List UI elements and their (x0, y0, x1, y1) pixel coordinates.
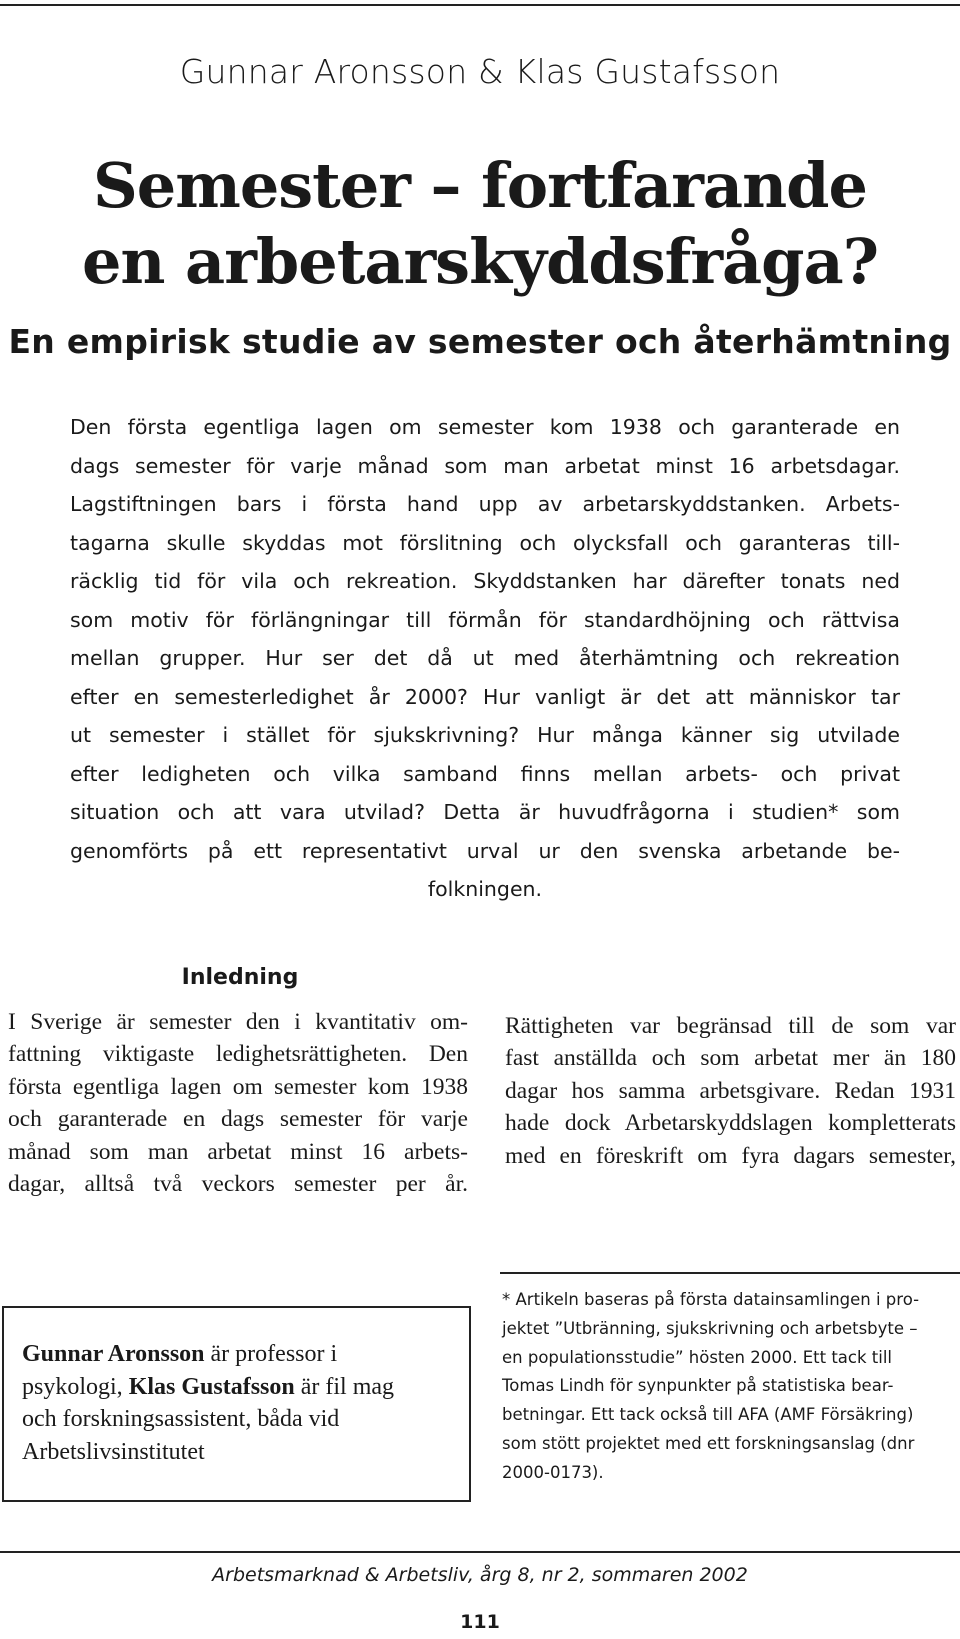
body-column-right (505, 1010, 956, 1172)
body-line: med en föreskrift om fyra dagars semester, (505, 1142, 956, 1169)
bio-line (22, 1338, 394, 1371)
bio-text: är professor i (204, 1341, 338, 1367)
abstract-line: situation och att vara utvilad? Detta är huvudfrågorna i studien* som (70, 800, 900, 824)
footnote-line: Tomas Lindh för synpunkter på statistiska bear- (502, 1376, 894, 1396)
footnote-line: jektet ”Utbränning, sjukskrivning och arbetsbyte – (502, 1318, 918, 1338)
abstract-line: Den första egentliga lagen om semester kom 1938 och garanterade en (70, 415, 900, 439)
abstract-line: ut semester i stället för sjukskrivning? Hur många känner sig utvilade (70, 723, 900, 747)
abstract-line: mellan grupper. Hur ser det då ut med återhämtning och rekreation (70, 646, 900, 670)
abstract-line: folkningen. (427, 877, 543, 901)
bio-text: är fil mag (294, 1373, 395, 1400)
bio-author-name: Gunnar Aronsson (22, 1341, 205, 1367)
article-title (0, 148, 960, 300)
abstract (70, 408, 900, 909)
journal-citation: Arbetsmarknad & Arbetsliv, årg 8, nr 2, sommaren 2002 (212, 1564, 748, 1586)
body-line: fast anställda och som arbetat mer än 180 (505, 1045, 956, 1072)
footnote-line: * Artikeln baseras på första datainsamlingen i pro- (502, 1290, 920, 1309)
abstract-line: som motiv för förlängningar till förmån för standardhöjning och rättvisa (70, 607, 900, 632)
title-line: Semester – fortfarande (93, 149, 867, 222)
footnote (502, 1286, 919, 1488)
section-heading: Inledning (181, 965, 299, 990)
body-line: Rättigheten var begränsad till de som var (505, 1013, 956, 1039)
body-line: dagar, alltså två veckors semester per år. (8, 1171, 468, 1198)
bio-line: Arbetslivsinstitutet (22, 1438, 205, 1465)
abstract-line: efter ledigheten och vilka samband finns mellan arbets- och privat (70, 761, 900, 786)
body-line: I Sverige är semester den i kvantitativ om- (8, 1009, 468, 1035)
abstract-line: efter en semesterledighet år 2000? Hur vanligt är det att människor tar (70, 684, 900, 709)
article-authors: Gunnar Aronsson & Klas Gustafsson (179, 52, 781, 91)
author-bio (22, 1338, 394, 1468)
abstract-line: räcklig tid för vila och rekreation. Skyddstanken har därefter tonats ned (70, 569, 900, 593)
footnote-line: 2000-0173). (502, 1462, 604, 1482)
abstract-line: genomförts på ett representativt urval ur den svenska arbetande be- (70, 838, 900, 863)
footnote-line: som stött projektet med ett forskningsanslag (dnr (502, 1433, 915, 1453)
bio-line: och forskningsassistent, båda vid (22, 1406, 340, 1432)
footnote-rule (500, 1272, 960, 1274)
bio-author-name: Klas Gustafsson (128, 1373, 295, 1400)
body-line: månad som man arbetat minst 16 arbets- (8, 1138, 468, 1165)
title-line: en arbetarskyddsfråga? (81, 225, 879, 298)
body-line: och garanterade en dags semester för varje (8, 1106, 468, 1133)
page-number: 111 (460, 1611, 500, 1633)
bio-line (22, 1371, 394, 1404)
article-subtitle: En empirisk studie av semester och återhämtning (8, 322, 952, 361)
bio-text: psykologi, (22, 1373, 129, 1400)
footnote-line: en populationsstudie” hösten 2000. Ett tack till (502, 1347, 893, 1367)
bottom-rule (0, 1551, 960, 1553)
body-line: dagar hos samma arbetsgivare. Redan 1931 (505, 1077, 956, 1104)
body-line: hade dock Arbetarskyddslagen kompletterats (505, 1110, 956, 1137)
abstract-line: Lagstiftningen bars i första hand upp av arbetarskyddstanken. Arbets- (70, 492, 900, 516)
top-rule (0, 4, 960, 6)
footnote-line: betningar. Ett tack också till AFA (AMF Försäkring) (502, 1405, 914, 1425)
body-column-left (8, 1006, 468, 1200)
body-line: första egentliga lagen om semester kom 1938 (8, 1073, 468, 1100)
body-line: fattning viktigaste ledighetsrättigheten. Den (8, 1041, 468, 1068)
abstract-line: dags semester för varje månad som man arbetat minst 16 arbetsdagar. (70, 453, 900, 478)
abstract-line: tagarna skulle skyddas mot förslitning och olycksfall och garanteras till- (70, 530, 900, 555)
